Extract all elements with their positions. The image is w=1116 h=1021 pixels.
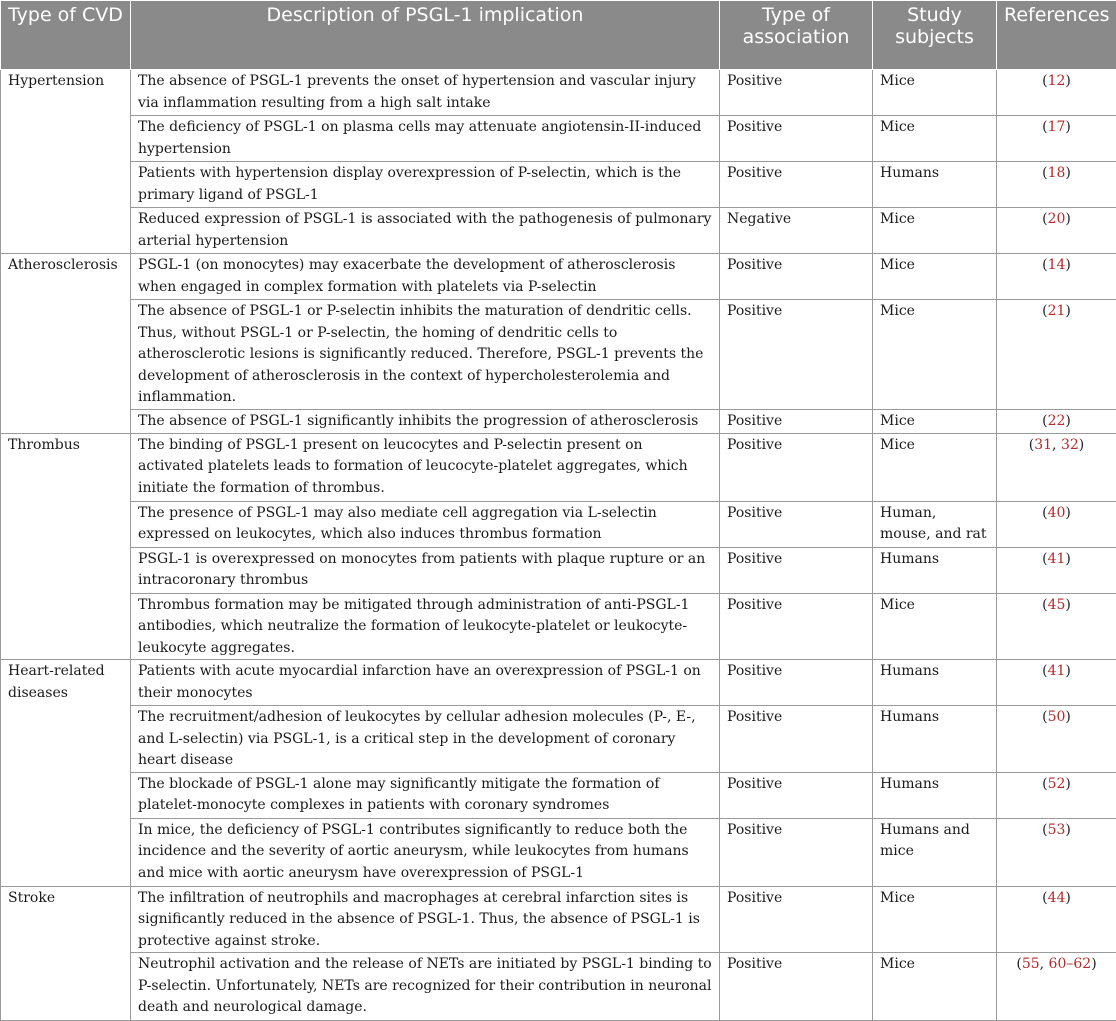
header-row xyxy=(1,1,1116,70)
description-cell: The infiltration of neutrophils and macrophages at cerebral infarction sites is significantly reduced in the absence of PSGL-1. Thus, the absence of PSGL-1 is protective against stroke. xyxy=(131,886,720,953)
subjects-cell: Humans xyxy=(873,162,997,208)
table-row xyxy=(1,208,1116,254)
description-cell: The blockade of PSGL-1 alone may significantly mitigate the formation of platelet-monocyte complexes in patients with coronary syndromes xyxy=(131,772,720,818)
association-cell: Positive xyxy=(720,772,873,818)
association-cell: Positive xyxy=(720,409,873,433)
table-row xyxy=(1,706,1116,773)
references-cell: (53) xyxy=(997,818,1116,886)
references-cell: (14) xyxy=(997,254,1116,300)
table-row xyxy=(1,772,1116,818)
subjects-cell: Humans xyxy=(873,547,997,593)
table-body xyxy=(1,70,1116,1021)
references-cell: (20) xyxy=(997,208,1116,254)
subjects-cell: Mice xyxy=(873,208,997,254)
table-row xyxy=(1,254,1116,300)
header-references: References xyxy=(997,1,1116,70)
reference-link[interactable]: 52 xyxy=(1048,776,1066,792)
description-cell: The recruitment/adhesion of leukocytes by cellular adhesion molecules (P-, E-, and L-selectin) via PSGL-1, is a critical step in the development of coronary heart disease xyxy=(131,706,720,773)
association-cell: Positive xyxy=(720,818,873,886)
cvd-type-cell: Heart-related diseases xyxy=(1,660,131,887)
reference-link[interactable]: 60–62 xyxy=(1049,956,1092,972)
references-cell: (44) xyxy=(997,886,1116,953)
references-cell: (45) xyxy=(997,593,1116,660)
table-row xyxy=(1,300,1116,410)
subjects-cell: Mice xyxy=(873,409,997,433)
references-cell: (52) xyxy=(997,772,1116,818)
table-row xyxy=(1,593,1116,660)
table-row xyxy=(1,660,1116,706)
association-cell: Positive xyxy=(720,433,873,501)
reference-link[interactable]: 12 xyxy=(1048,73,1066,89)
description-cell: The deficiency of PSGL-1 on plasma cells may attenuate angiotensin-II-induced hypertension xyxy=(131,116,720,162)
description-cell: The presence of PSGL-1 may also mediate cell aggregation via L-selectin expressed on leukocytes, which also induces thrombus formation xyxy=(131,501,720,547)
header-type-of-cvd: Type of CVD xyxy=(1,1,131,70)
reference-link[interactable]: 41 xyxy=(1048,551,1066,567)
reference-link[interactable]: 55 xyxy=(1022,956,1040,972)
description-cell: Neutrophil activation and the release of NETs are initiated by PSGL-1 binding to P-selectin. Unfortunately, NETs are recognized for their contribution in neuronal death and neurological damage. xyxy=(131,953,720,1021)
association-cell: Positive xyxy=(720,254,873,300)
subjects-cell: Mice xyxy=(873,116,997,162)
cvd-type-cell: Atherosclerosis xyxy=(1,254,131,434)
subjects-cell: Mice xyxy=(873,593,997,660)
description-cell: The absence of PSGL-1 or P-selectin inhibits the maturation of dendritic cells. Thus, without PSGL-1 or P-selectin, the homing of dendritic cells to atherosclerotic lesions is significantly reduced. Therefore, PSGL-1 prevents the development of atherosclerosis in the context of hypercholesterolemia and inflammation. xyxy=(131,300,720,410)
description-cell: PSGL-1 is overexpressed on monocytes from patients with plaque rupture or an intracoronary thrombus xyxy=(131,547,720,593)
references-cell: (41) xyxy=(997,547,1116,593)
table-row xyxy=(1,547,1116,593)
references-cell: (55, 60–62) xyxy=(997,953,1116,1021)
cvd-type-cell: Thrombus xyxy=(1,433,131,660)
reference-link[interactable]: 40 xyxy=(1048,505,1066,521)
references-cell: (17) xyxy=(997,116,1116,162)
cvd-type-cell: Hypertension xyxy=(1,70,131,254)
reference-link[interactable]: 20 xyxy=(1048,211,1066,227)
table-row xyxy=(1,70,1116,116)
references-cell: (18) xyxy=(997,162,1116,208)
subjects-cell: Humans xyxy=(873,706,997,773)
association-cell: Positive xyxy=(720,300,873,410)
reference-link[interactable]: 17 xyxy=(1048,119,1066,135)
reference-link[interactable]: 41 xyxy=(1048,663,1066,679)
reference-link[interactable]: 32 xyxy=(1061,437,1079,453)
association-cell: Positive xyxy=(720,162,873,208)
description-cell: In mice, the deficiency of PSGL-1 contributes significantly to reduce both the incidence and the severity of aortic aneurysm, while leukocytes from humans and mice with aortic aneurysm have overexpression of PSGL-1 xyxy=(131,818,720,886)
reference-link[interactable]: 50 xyxy=(1048,709,1066,725)
header-study-subjects: Study subjects xyxy=(873,1,997,70)
subjects-cell: Mice xyxy=(873,886,997,953)
table-header xyxy=(1,1,1116,70)
association-cell: Positive xyxy=(720,953,873,1021)
table-row xyxy=(1,162,1116,208)
description-cell: Patients with hypertension display overexpression of P-selectin, which is the primary ligand of PSGL-1 xyxy=(131,162,720,208)
association-cell: Positive xyxy=(720,886,873,953)
references-cell: (41) xyxy=(997,660,1116,706)
table-row xyxy=(1,501,1116,547)
table-row xyxy=(1,116,1116,162)
subjects-cell: Humans xyxy=(873,772,997,818)
table-row xyxy=(1,953,1116,1021)
reference-link[interactable]: 31 xyxy=(1034,437,1052,453)
association-cell: Positive xyxy=(720,660,873,706)
subjects-cell: Human, mouse, and rat xyxy=(873,501,997,547)
subjects-cell: Mice xyxy=(873,953,997,1021)
table-row xyxy=(1,818,1116,886)
association-cell: Positive xyxy=(720,116,873,162)
association-cell: Positive xyxy=(720,593,873,660)
references-cell: (12) xyxy=(997,70,1116,116)
references-cell: (50) xyxy=(997,706,1116,773)
description-cell: Reduced expression of PSGL-1 is associated with the pathogenesis of pulmonary arterial hypertension xyxy=(131,208,720,254)
subjects-cell: Humans xyxy=(873,660,997,706)
header-description: Description of PSGL-1 implication xyxy=(131,1,720,70)
description-cell: Thrombus formation may be mitigated through administration of anti-PSGL-1 antibodies, which neutralize the formation of leukocyte-platelet or leukocyte-leukocyte aggregates. xyxy=(131,593,720,660)
references-cell: (40) xyxy=(997,501,1116,547)
reference-link[interactable]: 53 xyxy=(1048,822,1066,838)
association-cell: Positive xyxy=(720,70,873,116)
table-row xyxy=(1,409,1116,433)
association-cell: Positive xyxy=(720,547,873,593)
reference-link[interactable]: 21 xyxy=(1048,303,1066,319)
subjects-cell: Mice xyxy=(873,300,997,410)
references-cell: (22) xyxy=(997,409,1116,433)
references-cell: (31, 32) xyxy=(997,433,1116,501)
subjects-cell: Mice xyxy=(873,254,997,300)
table-row xyxy=(1,433,1116,501)
description-cell: The binding of PSGL-1 present on leucocytes and P-selectin present on activated platelets leads to formation of leucocyte-platelet aggregates, which initiate the formation of thrombus. xyxy=(131,433,720,501)
association-cell: Positive xyxy=(720,706,873,773)
reference-link[interactable]: 18 xyxy=(1048,165,1066,181)
header-type-of-association: Type of association xyxy=(720,1,873,70)
association-cell: Positive xyxy=(720,501,873,547)
reference-link[interactable]: 22 xyxy=(1048,413,1066,429)
reference-link[interactable]: 44 xyxy=(1048,890,1066,906)
cvd-type-cell: Stroke xyxy=(1,886,131,1021)
description-cell: PSGL-1 (on monocytes) may exacerbate the development of atherosclerosis when engaged in complex formation with platelets via P-selectin xyxy=(131,254,720,300)
table-row xyxy=(1,886,1116,953)
reference-link[interactable]: 45 xyxy=(1048,597,1066,613)
description-cell: The absence of PSGL-1 prevents the onset of hypertension and vascular injury via inflammation resulting from a high salt intake xyxy=(131,70,720,116)
references-cell: (21) xyxy=(997,300,1116,410)
subjects-cell: Humans and mice xyxy=(873,818,997,886)
subjects-cell: Mice xyxy=(873,70,997,116)
description-cell: The absence of PSGL-1 significantly inhibits the progression of atherosclerosis xyxy=(131,409,720,433)
description-cell: Patients with acute myocardial infarction have an overexpression of PSGL-1 on their monocytes xyxy=(131,660,720,706)
subjects-cell: Mice xyxy=(873,433,997,501)
reference-link[interactable]: 14 xyxy=(1048,257,1066,273)
association-cell: Negative xyxy=(720,208,873,254)
